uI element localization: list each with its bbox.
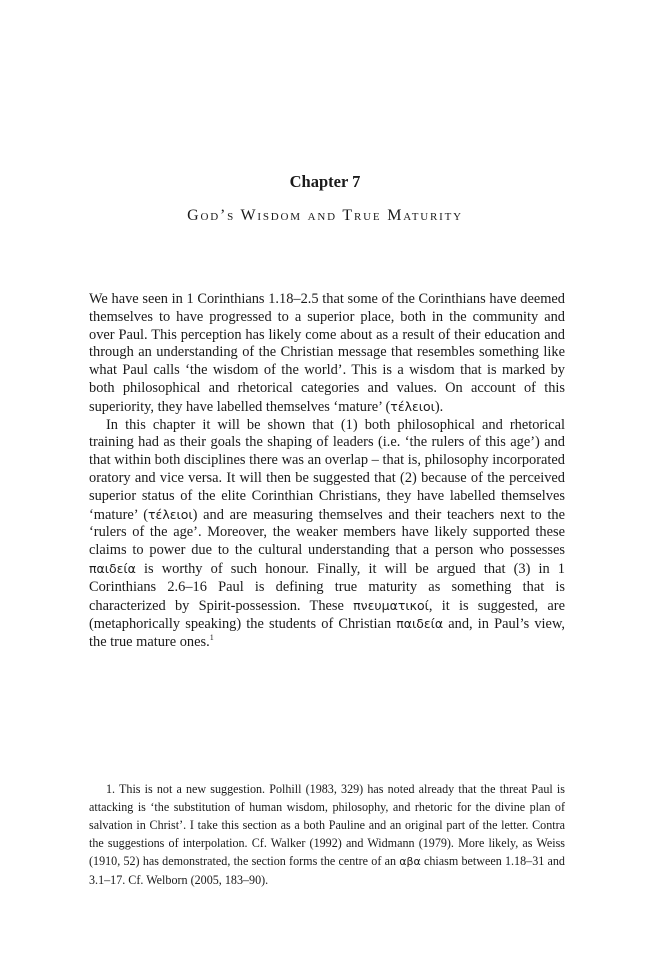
paragraph-2-text-b: ) and are measuring themselves and their teachers next to the ‘rulers of the age’. Moreover, the weaker members have likely supported these claims to power due to the cultural understanding that a person who possesses [89, 506, 566, 559]
paragraph-2-text-a: In this chapter it will be shown that (1) both philosophical and rhetorical training had as their goals the shaping of leaders (i.e. ‘the rulers of this age’) and that within both disciplines there was an overlap – that is, philosophy incorporated oratory and vice versa. It will then be suggested that (2) because of the perceived superior status of the elite Corinthian Christians, they have labelled themselves ‘mature’ ( [89, 416, 565, 523]
footnote-text-a: 1. This is not a new suggestion. Polhill (1983, 329) has noted already that the threat Paul is attacking is ‘the substitution of human wisdom, philosophy, and rhetoric for the divine plan of salvation in Christ’. I take this section as a both Pauline and an original part of the letter. Contra the suggestions of interpolation. Cf. Walker (1992) and Widmann (1979). More likely, as Weiss (1910, 52) has demonstrated, the section forms the centre of an [89, 782, 565, 868]
greek-aba: αβα [399, 855, 421, 868]
paragraph-2-text-e: and, in Paul’s view, the true mature ones. [89, 616, 565, 651]
chapter-label: Chapter 7 [289, 172, 361, 191]
greek-paideia: παιδεία [396, 616, 444, 632]
greek-pneumatikoi: πνευματικοί [353, 597, 429, 613]
chapter-title: God’s Wisdom and True Maturity [187, 207, 463, 224]
footnote [89, 780, 565, 889]
paragraph-1-text-b: ). [434, 398, 444, 415]
footnote-1 [89, 780, 565, 889]
paragraph-2-text-c: is worthy of such honour. Finally, it will be argued that (3) in 1 Corinthians 2.6–16 Paul is defining true maturity as something that is characterized by Spirit-possession. These [89, 560, 565, 614]
footnote-reference[interactable]: 1 [209, 633, 214, 643]
greek-teleioi: τέλειοι [148, 506, 193, 522]
greek-paideia: παιδεία [89, 560, 136, 576]
greek-teleioi: τέλειοι [390, 398, 435, 414]
footnote-text-b: chiasm between 1.18–31 and 3.1–17. Cf. Welborn (2005, 183–90). [89, 854, 565, 887]
paragraph-1 [89, 291, 565, 417]
paragraph-2-text-d: , it is suggested, are (metaphorically speaking) the students of Christian [89, 597, 565, 633]
body-text [89, 291, 565, 652]
paragraph-2 [89, 417, 565, 652]
paragraph-1-text-a: We have seen in 1 Corinthians 1.18–2.5 that some of the Corinthians have deemed themselves to have progressed to a superior place, both in the community and over Paul. This perception has likely come about as a result of their education and through an understanding of the Christian message that resembles something like what Paul calls ‘the wisdom of the world’. This is a wisdom that is marked by both philosophical and rhetorical categories and values. On account of this superiority, they have labelled themselves ‘mature’ ( [89, 291, 565, 415]
